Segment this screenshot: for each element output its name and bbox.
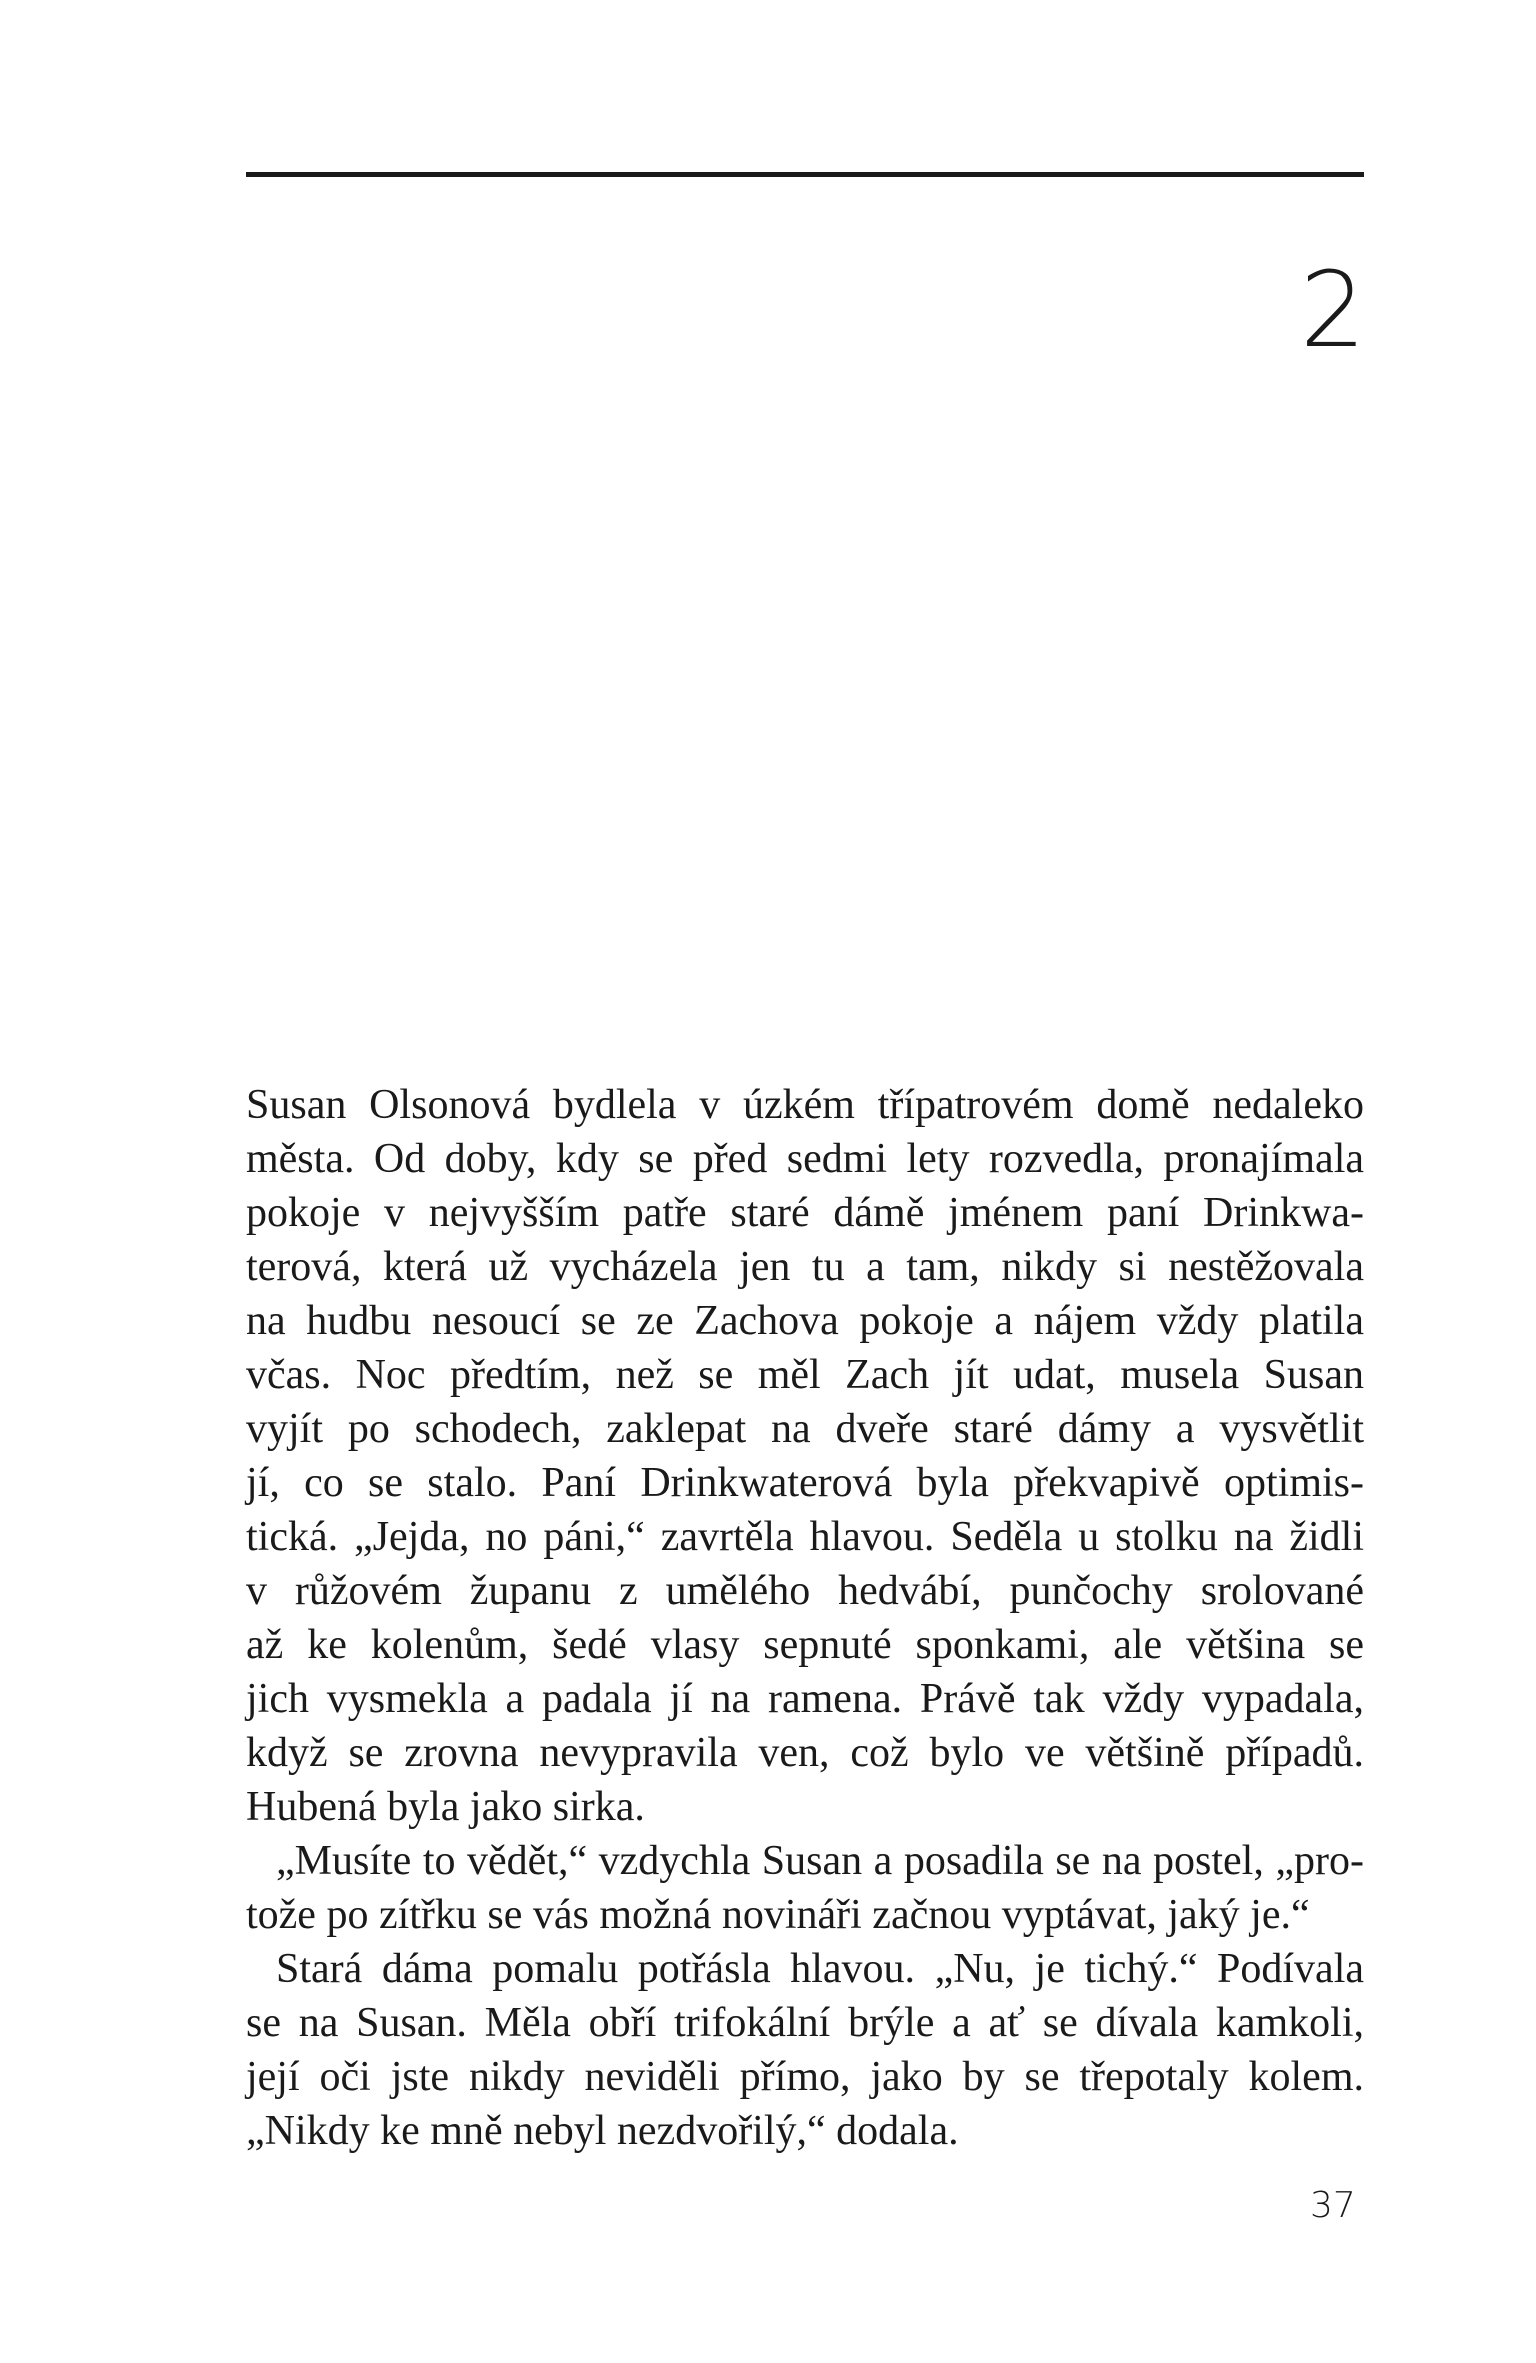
text-line: tože po zítřku se vás možná novináři začnou vyptávat, jaký je.“	[246, 1892, 1310, 1938]
chapter-number: 2	[1299, 249, 1366, 371]
text-line: města. Od doby, kdy se před sedmi lety rozvedla, pronajímala	[246, 1136, 1364, 1182]
chapter-top-rule	[246, 172, 1364, 177]
text-line: se na Susan. Měla obří trifokální brýle a ať se dívala kamkoli,	[246, 2000, 1364, 2046]
text-line: „Nikdy ke mně nebyl nezdvořilý,“ dodala.	[246, 2108, 959, 2154]
text-line: Hubená byla jako sirka.	[246, 1784, 645, 1830]
text-line: Susan Olsonová bydlela v úzkém třípatrovém domě nedaleko	[246, 1082, 1364, 1128]
text-line: vyjít po schodech, zaklepat na dveře staré dámy a vysvětlit	[246, 1406, 1364, 1452]
text-line: terová, která už vycházela jen tu a tam, nikdy si nestěžovala	[246, 1244, 1364, 1290]
page-number: 37	[1310, 2185, 1356, 2226]
text-line: včas. Noc předtím, než se měl Zach jít udat, musela Susan	[246, 1352, 1364, 1398]
text-line: když se zrovna nevypravila ven, což bylo ve většině případů.	[246, 1730, 1364, 1776]
paragraph-2	[246, 1834, 1364, 1942]
chapter-body-text	[246, 1078, 1364, 2158]
text-line: její oči jste nikdy neviděli přímo, jako by se třepotaly kolem.	[246, 2054, 1364, 2100]
text-line: tická. „Jejda, no páni,“ zavrtěla hlavou. Seděla u stolku na židli	[246, 1514, 1364, 1560]
text-line: Stará dáma pomalu potřásla hlavou. „Nu, je tichý.“ Podívala	[276, 1946, 1364, 1992]
text-line: v růžovém županu z umělého hedvábí, punčochy srolované	[246, 1568, 1364, 1614]
text-line: „Musíte to vědět,“ vzdychla Susan a posadila se na postel, „pro-	[276, 1838, 1364, 1884]
text-line: na hudbu nesoucí se ze Zachova pokoje a nájem vždy platila	[246, 1298, 1364, 1344]
text-line: jí, co se stalo. Paní Drinkwaterová byla překvapivě optimis-	[246, 1460, 1364, 1506]
paragraph-3	[246, 1942, 1364, 2158]
text-line: až ke kolenům, šedé vlasy sepnuté sponkami, ale většina se	[246, 1622, 1364, 1668]
text-line: jich vysmekla a padala jí na ramena. Právě tak vždy vypadala,	[246, 1676, 1364, 1722]
paragraph-1	[246, 1078, 1364, 1834]
text-line: pokoje v nejvyšším patře staré dámě jménem paní Drinkwa-	[246, 1190, 1364, 1236]
